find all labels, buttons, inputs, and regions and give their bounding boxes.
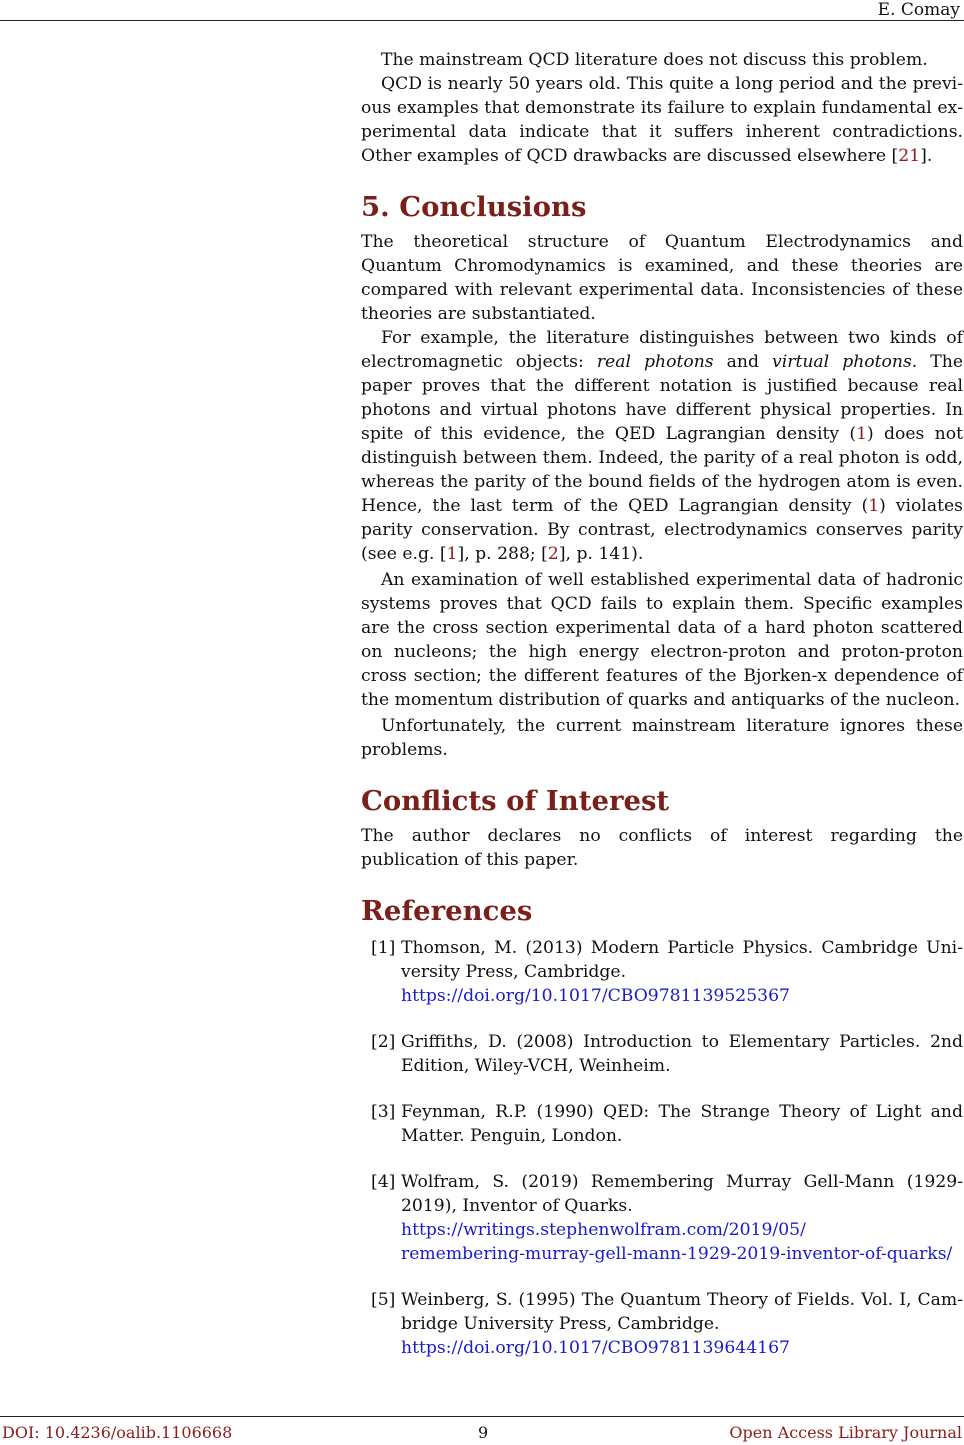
bracket-close: ] <box>920 146 927 166</box>
term-real-photons: real photons <box>596 352 714 372</box>
reference-text: Feynman, R.P. (1990) QED: The Strange Theory of Light and Matter. Penguin, London. <box>401 1102 963 1146</box>
text-run: ], p. 288; [ <box>457 544 548 564</box>
text-run: ) does not distinguish between them. Indeed, the parity of a real photon is odd, whereas the parity of the bound fields of the hydrogen atom is even. Hence, the last term of the QED Lagrangian density ( <box>361 424 963 516</box>
reference-text: Thomson, M. (2013) Modern Particle Physics. Cambridge University Press, Cambridge. <box>401 938 963 982</box>
conflicts-paragraph: The author declares no conflicts of interest regarding the publication of this paper. <box>361 826 963 870</box>
page-number: 9 <box>478 1423 489 1442</box>
footer-divider <box>0 1416 964 1417</box>
url-line-2: remembering-murray-gell-mann-1929-2019-inventor-of-quarks/ <box>401 1244 953 1264</box>
reference-web-link[interactable] <box>401 1218 963 1266</box>
section-heading-references: References <box>361 895 533 927</box>
reference-doi-link[interactable]: https://doi.org/10.1017/CBO9781139525367 <box>401 986 790 1006</box>
footer-journal-link[interactable]: Open Access Library Journal <box>729 1423 962 1442</box>
reference-item <box>361 1100 963 1148</box>
main-column <box>361 48 963 1360</box>
bracket-open: [ <box>891 146 899 166</box>
citation-link-1[interactable]: 1 <box>446 544 458 564</box>
reference-number: [5] <box>371 1290 396 1310</box>
intro-paragraph-1: The mainstream QCD literature does not discuss this problem. <box>381 50 928 70</box>
text-run: ], p. 141). <box>558 544 644 564</box>
reference-list <box>361 936 963 1360</box>
text-run: ) violates parity conservation. By contrast, electrodynamics conserves parity (see e.g. [ <box>361 496 963 564</box>
reference-item <box>361 1170 963 1266</box>
intro-text: QCD is nearly 50 years old. This quite a long period and the previous examples that demonstrate its failure to explain fundamental experimental data indicate that it suffers inherent contradictions. Other examples of QCD drawbacks are discussed elsewhere <box>361 74 963 166</box>
text-run: For example, the literature distinguishes between two kinds of electromagnetic objects: <box>361 328 963 372</box>
reference-item <box>361 936 963 1008</box>
reference-text: Weinberg, S. (1995) The Quantum Theory of Fields. Vol. I, Cambridge University Press, Cambridge. <box>401 1290 963 1334</box>
text-run: The paper proves that the different notation is justified because real photons and virtual photons have different physical properties. In spite of this evidence, the QED Lagrangian density ( <box>361 352 963 444</box>
citation-link-21[interactable]: 21 <box>898 146 921 166</box>
intro-end: . <box>926 146 933 166</box>
intro-paragraph-2 <box>361 72 963 168</box>
reference-text: Wolfram, S. (2019) Remembering Murray Gell-Mann (1929-2019), Inventor of Quarks. <box>401 1172 963 1216</box>
section-heading-conclusions: 5. Conclusions <box>361 191 587 223</box>
conclusions-paragraph-2 <box>361 326 963 566</box>
equation-link-1[interactable]: 1 <box>856 424 868 444</box>
equation-link-1[interactable]: 1 <box>868 496 880 516</box>
conclusions-paragraph-1: The theoretical structure of Quantum Electrodynamics and Quantum Chromodynamics is examined, and these theories are compared with relevant experimental data. Inconsistencies of these theories are substantiated. <box>361 232 963 324</box>
reference-number: [2] <box>371 1032 396 1052</box>
reference-item <box>361 1030 963 1078</box>
citation-link-2[interactable]: 2 <box>547 544 559 564</box>
conclusions-paragraph-4: Unfortunately, the current mainstream literature ignores these problems. <box>361 716 963 760</box>
url-line-1: https://writings.stephenwolfram.com/2019/05/ <box>401 1220 806 1240</box>
term-virtual-photons: virtual photons. <box>772 352 918 372</box>
reference-text: Griffiths, D. (2008) Introduction to Elementary Particles. 2nd Edition, Wiley-VCH, Weinheim. <box>401 1032 963 1076</box>
running-header-author: E. Comay <box>877 0 960 20</box>
reference-number: [1] <box>371 938 396 958</box>
header-divider <box>0 20 964 21</box>
reference-doi-link[interactable]: https://doi.org/10.1017/CBO9781139644167 <box>401 1338 790 1358</box>
text-run: and <box>713 352 773 372</box>
footer-doi-link[interactable]: DOI: 10.4236/oalib.1106668 <box>2 1423 233 1442</box>
reference-item <box>361 1288 963 1360</box>
reference-number: [4] <box>371 1172 396 1192</box>
conclusions-paragraph-3: An examination of well established experimental data of hadronic systems proves that QCD fails to explain them. Specific examples are the cross section experimental data of a hard photon scattered on nucleons; the high energy electron-proton and proton-proton cross section; the different features of the Bjorken-x dependence of the momentum distribution of quarks and antiquarks of the nucleon. <box>361 570 963 710</box>
reference-number: [3] <box>371 1102 396 1122</box>
section-heading-conflicts: Conflicts of Interest <box>361 785 670 817</box>
